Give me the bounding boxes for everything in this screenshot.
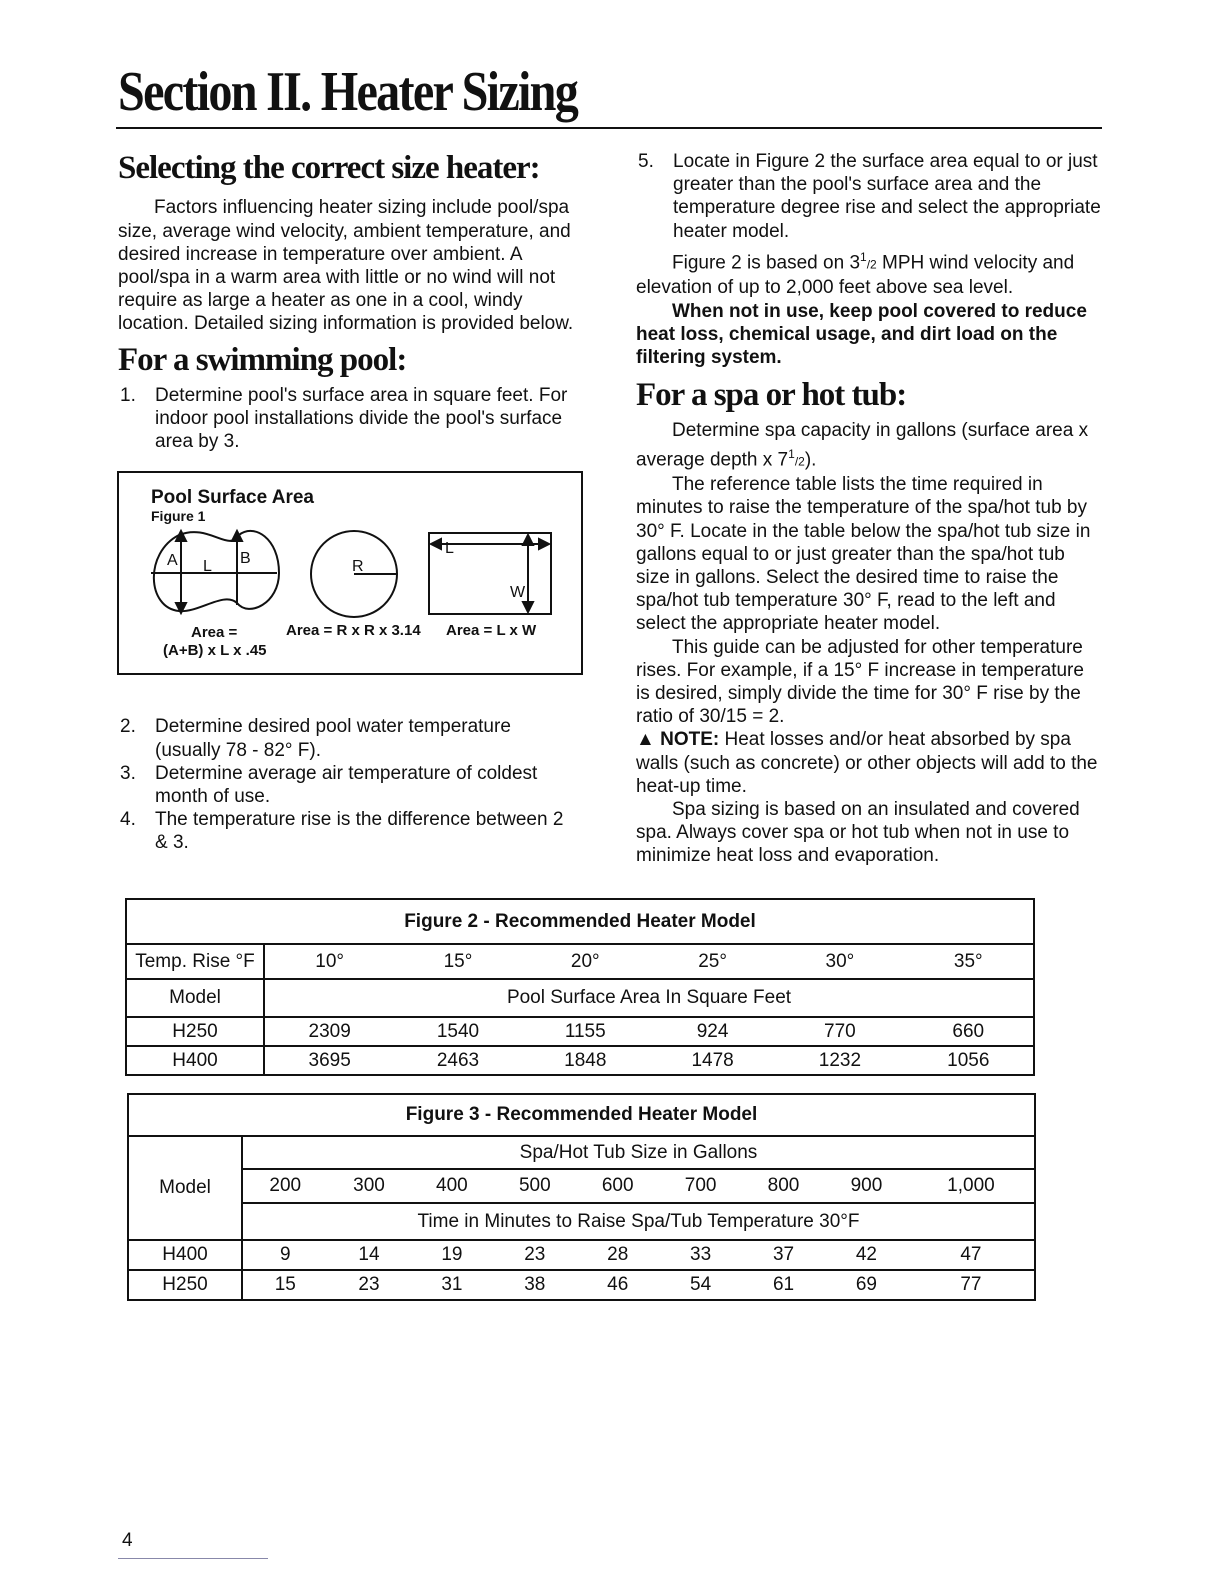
table-cell: 61 bbox=[742, 1270, 825, 1300]
table-cell: 25° bbox=[649, 944, 776, 979]
table-cell: 38 bbox=[493, 1270, 576, 1300]
table-cell: 770 bbox=[776, 1017, 903, 1046]
spa-size-subheader: Spa/Hot Tub Size in Gallons bbox=[242, 1136, 1035, 1169]
kidney-shape bbox=[154, 531, 279, 611]
model-header: Model bbox=[128, 1136, 242, 1240]
table-cell: 700 bbox=[659, 1169, 742, 1203]
table-cell: 28 bbox=[576, 1240, 659, 1270]
superscript: 1 bbox=[860, 249, 867, 264]
figure-2-title: Figure 2 - Recommended Heater Model bbox=[126, 899, 1034, 944]
kidney-label-a: A bbox=[167, 552, 178, 569]
table-cell: 35° bbox=[904, 944, 1034, 979]
table-row bbox=[126, 1017, 1034, 1046]
list-item bbox=[118, 715, 578, 761]
table-cell: 33 bbox=[659, 1240, 742, 1270]
table-cell: 42 bbox=[825, 1240, 908, 1270]
circle-label-r: R bbox=[352, 558, 364, 575]
note-label: NOTE: bbox=[660, 729, 720, 751]
table-cell: 1540 bbox=[394, 1017, 521, 1046]
table-row bbox=[128, 1240, 1035, 1270]
pool-area-subheader: Pool Surface Area In Square Feet bbox=[264, 979, 1034, 1017]
warning-icon: ▲ bbox=[636, 729, 655, 751]
figure-1-title: Pool Surface Area bbox=[151, 487, 314, 508]
table-cell: 69 bbox=[825, 1270, 908, 1300]
step-number: 3. bbox=[120, 762, 136, 784]
table-cell: 500 bbox=[493, 1169, 576, 1203]
table-cell: 2309 bbox=[264, 1017, 394, 1046]
circle-formula: Area = R x R x 3.14 bbox=[286, 622, 421, 639]
fraction-denominator: /2 bbox=[866, 257, 877, 272]
step-text: Locate in Figure 2 the surface area equal to or just greater than the pool's surface area and the temperature degree rise and select the appropriate heater model. bbox=[673, 151, 1101, 242]
table-cell: 400 bbox=[410, 1169, 493, 1203]
list-item bbox=[118, 762, 578, 808]
list-item bbox=[118, 384, 578, 454]
step-number: 4. bbox=[120, 809, 136, 831]
table-cell: 15° bbox=[394, 944, 521, 979]
table-cell: 14 bbox=[328, 1240, 411, 1270]
heading-spa-hot-tub: For a spa or hot tub: bbox=[636, 377, 907, 414]
note-text: Heat losses and/or heat absorbed by spa walls (such as concrete) or other objects will add to the heat-up time. bbox=[636, 729, 1098, 797]
table-cell: 20° bbox=[522, 944, 649, 979]
step-text: Determine pool's surface area in square feet. For indoor pool installations divide the pool's surface area by 3. bbox=[155, 384, 568, 453]
table-cell: 1478 bbox=[649, 1046, 776, 1075]
temp-rise-header: Temp. Rise °F bbox=[126, 944, 264, 979]
table-cell: 800 bbox=[742, 1169, 825, 1203]
table-cell: 1155 bbox=[522, 1017, 649, 1046]
table-cell: 1056 bbox=[904, 1046, 1034, 1075]
text-run: ). bbox=[804, 448, 817, 470]
kidney-label-b: B bbox=[240, 550, 251, 567]
fraction-denominator: /2 bbox=[794, 453, 805, 468]
table-row bbox=[126, 1046, 1034, 1075]
figure-1-label: Figure 1 bbox=[151, 508, 206, 524]
step-text: Determine average air temperature of coldest month of use. bbox=[155, 762, 538, 808]
title-divider bbox=[116, 127, 1102, 129]
paragraph-spa-sizing: Spa sizing is based on an insulated and covered spa. Always cover spa or hot tub when not in use to minimize heat loss and evaporation. bbox=[636, 799, 1080, 867]
table-cell: 200 bbox=[242, 1169, 328, 1203]
arrow-head bbox=[523, 602, 533, 612]
figure-3-table bbox=[127, 1093, 1036, 1301]
page-title: Section II. Heater Sizing bbox=[118, 61, 578, 123]
table-cell: 900 bbox=[825, 1169, 908, 1203]
table-cell: 37 bbox=[742, 1240, 825, 1270]
table-cell: 54 bbox=[659, 1270, 742, 1300]
rect-formula: Area = L x W bbox=[446, 622, 537, 639]
rect-label-w: W bbox=[510, 584, 526, 601]
arrow-head bbox=[523, 535, 533, 545]
step-text: Determine desired pool water temperature (usually 78 - 82° F). bbox=[155, 716, 511, 761]
table-cell: 23 bbox=[328, 1270, 411, 1300]
heading-swimming-pool: For a swimming pool: bbox=[118, 341, 407, 378]
text-run: MPH wind velocity and elevation of up to 2,000 feet above sea level. bbox=[636, 252, 1075, 299]
paragraph-spa-capacity bbox=[636, 419, 1101, 473]
time-subheader: Time in Minutes to Raise Spa/Tub Temperature 30°F bbox=[242, 1203, 1035, 1240]
table-cell: 3695 bbox=[264, 1046, 394, 1075]
table-cell: 30° bbox=[776, 944, 903, 979]
paragraph-keep-covered: When not in use, keep pool covered to reduce heat loss, chemical usage, and dirt load on the filtering system. bbox=[636, 300, 1087, 368]
figure-1-pool-surface-area bbox=[117, 471, 583, 675]
table-cell: 1,000 bbox=[908, 1169, 1035, 1203]
paragraph-reference-table: The reference table lists the time required in minutes to raise the temperature of the spa/hot tub by 30° F. Locate in the table below the spa/hot tub size in gallons equal to or just greater than the spa/hot tub size in gallons. Select the desired time to raise the spa/hot tub temperature 30° F, read to the left and select the appropriate heater model. bbox=[636, 474, 1091, 635]
model-cell: H250 bbox=[128, 1270, 242, 1300]
table-cell: 2463 bbox=[394, 1046, 521, 1075]
heading-selecting-heater: Selecting the correct size heater: bbox=[118, 150, 540, 186]
table-row bbox=[128, 1270, 1035, 1300]
table-cell: 1232 bbox=[776, 1046, 903, 1075]
table-cell: 31 bbox=[410, 1270, 493, 1300]
paragraph-note bbox=[636, 728, 1101, 798]
table-cell: 300 bbox=[328, 1169, 411, 1203]
step-number: 5. bbox=[638, 151, 654, 172]
table-cell: 19 bbox=[410, 1240, 493, 1270]
table-cell: 46 bbox=[576, 1270, 659, 1300]
table-cell: 9 bbox=[242, 1240, 328, 1270]
rect-label-l: L bbox=[445, 540, 454, 557]
footer-divider bbox=[118, 1558, 268, 1559]
step-number: 1. bbox=[120, 384, 136, 406]
kidney-formula-line2: (A+B) x L x .45 bbox=[163, 642, 267, 659]
paragraph-factors: Factors influencing heater sizing include pool/spa size, average wind velocity, ambient temperature, and desired increase in temperature over ambient. A pool/spa in a warm area with little or no wind will not require as large a heater as one in a cool, windy location. Detailed sizing information is provided below. bbox=[118, 197, 574, 335]
model-cell: H400 bbox=[128, 1240, 242, 1270]
figure-3-title: Figure 3 - Recommended Heater Model bbox=[128, 1094, 1035, 1136]
table-cell: 23 bbox=[493, 1240, 576, 1270]
table-cell: 15 bbox=[242, 1270, 328, 1300]
table-cell: 600 bbox=[576, 1169, 659, 1203]
figure-1-diagrams bbox=[119, 473, 585, 677]
table-cell: 77 bbox=[908, 1270, 1035, 1300]
kidney-formula-line1: Area = bbox=[191, 624, 238, 641]
arrow-head bbox=[539, 539, 549, 549]
arrow-head bbox=[232, 531, 242, 541]
text-run: Determine spa capacity in gallons (surface area x average depth x 7 bbox=[636, 420, 1089, 470]
list-item bbox=[118, 808, 578, 854]
table-cell: 10° bbox=[264, 944, 394, 979]
table-cell: 47 bbox=[908, 1240, 1035, 1270]
paragraph-adjust-rises: This guide can be adjusted for other temperature rises. For example, if a 15° F increase in temperature is desired, simply divide the time for 30° F rise by the ratio of 30/15 = 2. bbox=[636, 636, 1084, 728]
text-run: Figure 2 is based on 3 bbox=[672, 252, 861, 274]
table-cell: 660 bbox=[904, 1017, 1034, 1046]
superscript: 1 bbox=[788, 446, 795, 461]
table-cell: 924 bbox=[649, 1017, 776, 1046]
paragraph-figure2-basis bbox=[636, 246, 1101, 300]
figure-2-table bbox=[125, 898, 1035, 1076]
arrow-head bbox=[431, 539, 441, 549]
right-column bbox=[636, 150, 1101, 868]
model-header: Model bbox=[126, 979, 264, 1017]
table-cell: 1848 bbox=[522, 1046, 649, 1075]
page-number: 4 bbox=[122, 1530, 133, 1551]
model-cell: H250 bbox=[126, 1017, 264, 1046]
step-number: 2. bbox=[120, 716, 136, 738]
kidney-label-l: L bbox=[203, 558, 212, 575]
list-item bbox=[636, 150, 1101, 243]
step-text: The temperature rise is the difference between 2 & 3. bbox=[155, 809, 564, 854]
model-cell: H400 bbox=[126, 1046, 264, 1075]
